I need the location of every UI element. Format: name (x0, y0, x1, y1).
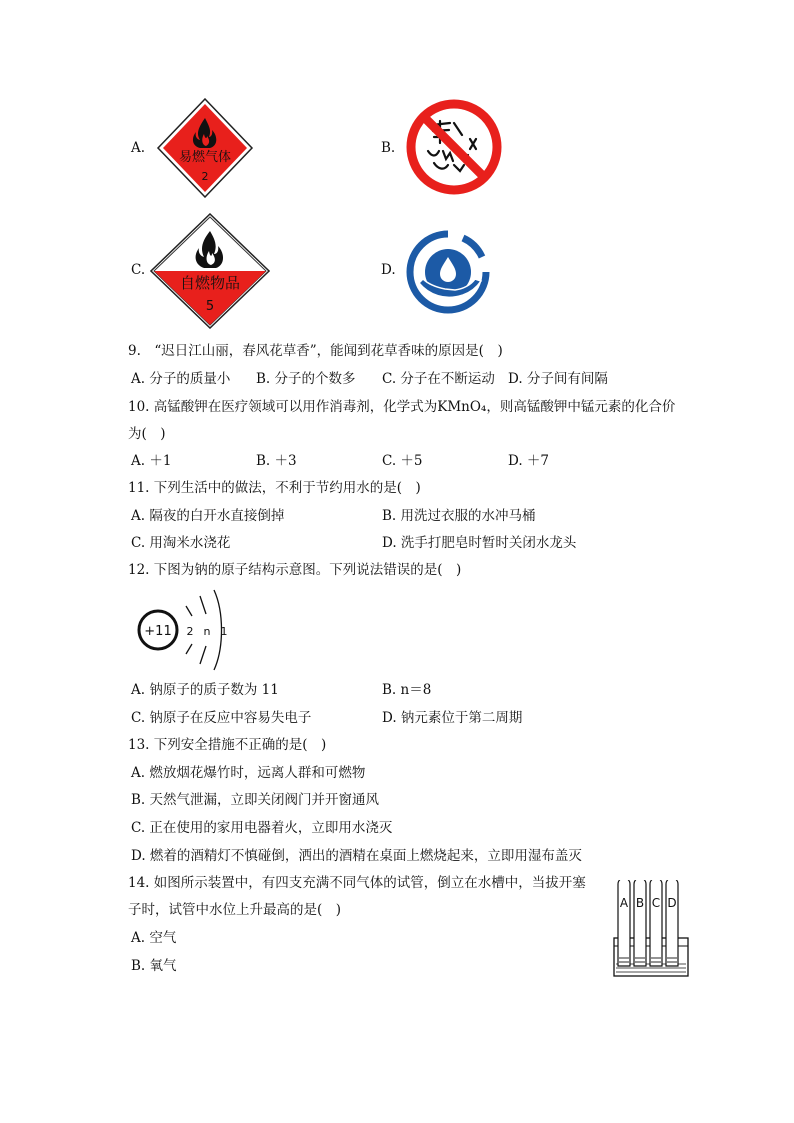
q9-option-a[interactable]: A. 分子的质量小 (131, 371, 231, 387)
q9-option-c[interactable]: C. 分子在不断运动 (382, 371, 495, 387)
tube-label-c: C (651, 896, 661, 910)
q8-option-d-letter: D. (381, 262, 396, 278)
q11-option-d[interactable]: D. 洗手打肥皂时暂时关闭水龙头 (382, 535, 577, 551)
test-tube-a (618, 880, 630, 966)
spontaneous-combustion-sign[interactable] (150, 213, 270, 329)
shell-2-electrons: n (203, 625, 211, 638)
q11-stem: 11. 下列生活中的做法，不利于节约用水的是( ) (128, 480, 421, 496)
q12-option-a[interactable]: A. 钠原子的质子数为 11 (131, 682, 279, 698)
q10-option-c[interactable]: C. ＋5 (382, 453, 423, 469)
q13-option-c[interactable]: C. 正在使用的家用电器着火，立即用水浇灭 (131, 820, 393, 836)
flammable-gas-number: 2 (201, 170, 209, 183)
q12-option-b[interactable]: B. n＝8 (382, 682, 432, 698)
test-tube-b (634, 880, 646, 966)
q14-stem-line2: 子时，试管中水位上升最高的是( ) (128, 902, 342, 918)
q11-option-a[interactable]: A. 隔夜的白开水直接倒掉 (131, 508, 285, 524)
q8-option-a-letter: A. (131, 140, 146, 156)
q13-option-a[interactable]: A. 燃放烟花爆竹时，远离人群和可燃物 (131, 765, 366, 781)
q12-stem: 12. 下图为钠的原子结构示意图。下列说法错误的是( ) (128, 562, 462, 578)
q10-option-a[interactable]: A. ＋1 (131, 453, 172, 469)
flammable-gas-sign[interactable] (156, 98, 254, 198)
q11-option-c[interactable]: C. 用淘米水浇花 (131, 535, 231, 551)
q14-option-a[interactable]: A. 空气 (131, 930, 177, 946)
q13-stem: 13. 下列安全措施不正确的是( ) (128, 737, 327, 753)
tube-label-b: B (635, 896, 645, 910)
q14-stem-line1: 14. 如图所示装置中，有四支充满不同气体的试管，倒立在水槽中，当拔开塞 (128, 875, 586, 891)
test-tubes-diagram (612, 880, 692, 980)
spontaneous-combustion-label: 自燃物品 (179, 274, 241, 292)
q14-option-b[interactable]: B. 氧气 (131, 958, 177, 974)
q10-stem-line1: 10. 高锰酸钾在医疗领域可以用作消毒剂，化学式为KMnO₄，则高锰酸钾中锰元素的化合价 (128, 399, 676, 415)
q9-stem: 9. “迟日江山丽，春风花草香”，能闻到花草香味的原因是( ) (128, 343, 503, 359)
water-saving-sign[interactable] (405, 229, 491, 315)
q8-option-c-letter: C. (131, 262, 146, 278)
q10-stem-line2: 为( ) (128, 426, 166, 442)
q13-option-d[interactable]: D. 燃着的酒精灯不慎碰倒，洒出的酒精在桌面上燃烧起来，立即用湿布盖灭 (131, 848, 582, 864)
q9-option-b[interactable]: B. 分子的个数多 (256, 371, 356, 387)
q13-option-b[interactable]: B. 天然气泄漏，立即关闭阀门并开窗通风 (131, 792, 380, 808)
sodium-atom-diagram (134, 588, 244, 672)
test-tube-c (650, 880, 662, 966)
spontaneous-combustion-number: 5 (205, 299, 215, 314)
tube-label-a: A (619, 896, 629, 910)
flammable-gas-label: 易燃气体 (178, 150, 232, 165)
shell-1-electrons: 2 (186, 625, 194, 638)
q9-option-d[interactable]: D. 分子间有间隔 (508, 371, 608, 387)
q10-option-b[interactable]: B. ＋3 (256, 453, 297, 469)
tube-label-d: D (667, 896, 677, 910)
q10-option-d[interactable]: D. ＋7 (508, 453, 550, 469)
q11-option-b[interactable]: B. 用洗过衣服的水冲马桶 (382, 508, 536, 524)
q12-option-d[interactable]: D. 钠元素位于第二周期 (382, 710, 523, 726)
nucleus-charge: +11 (144, 624, 172, 639)
q12-option-c[interactable]: C. 钠原子在反应中容易失电子 (131, 710, 312, 726)
test-tube-d (666, 880, 678, 966)
q8-option-b-letter: B. (381, 140, 396, 156)
no-burning-sign[interactable] (406, 99, 502, 195)
shell-3-electrons: 1 (220, 625, 228, 638)
